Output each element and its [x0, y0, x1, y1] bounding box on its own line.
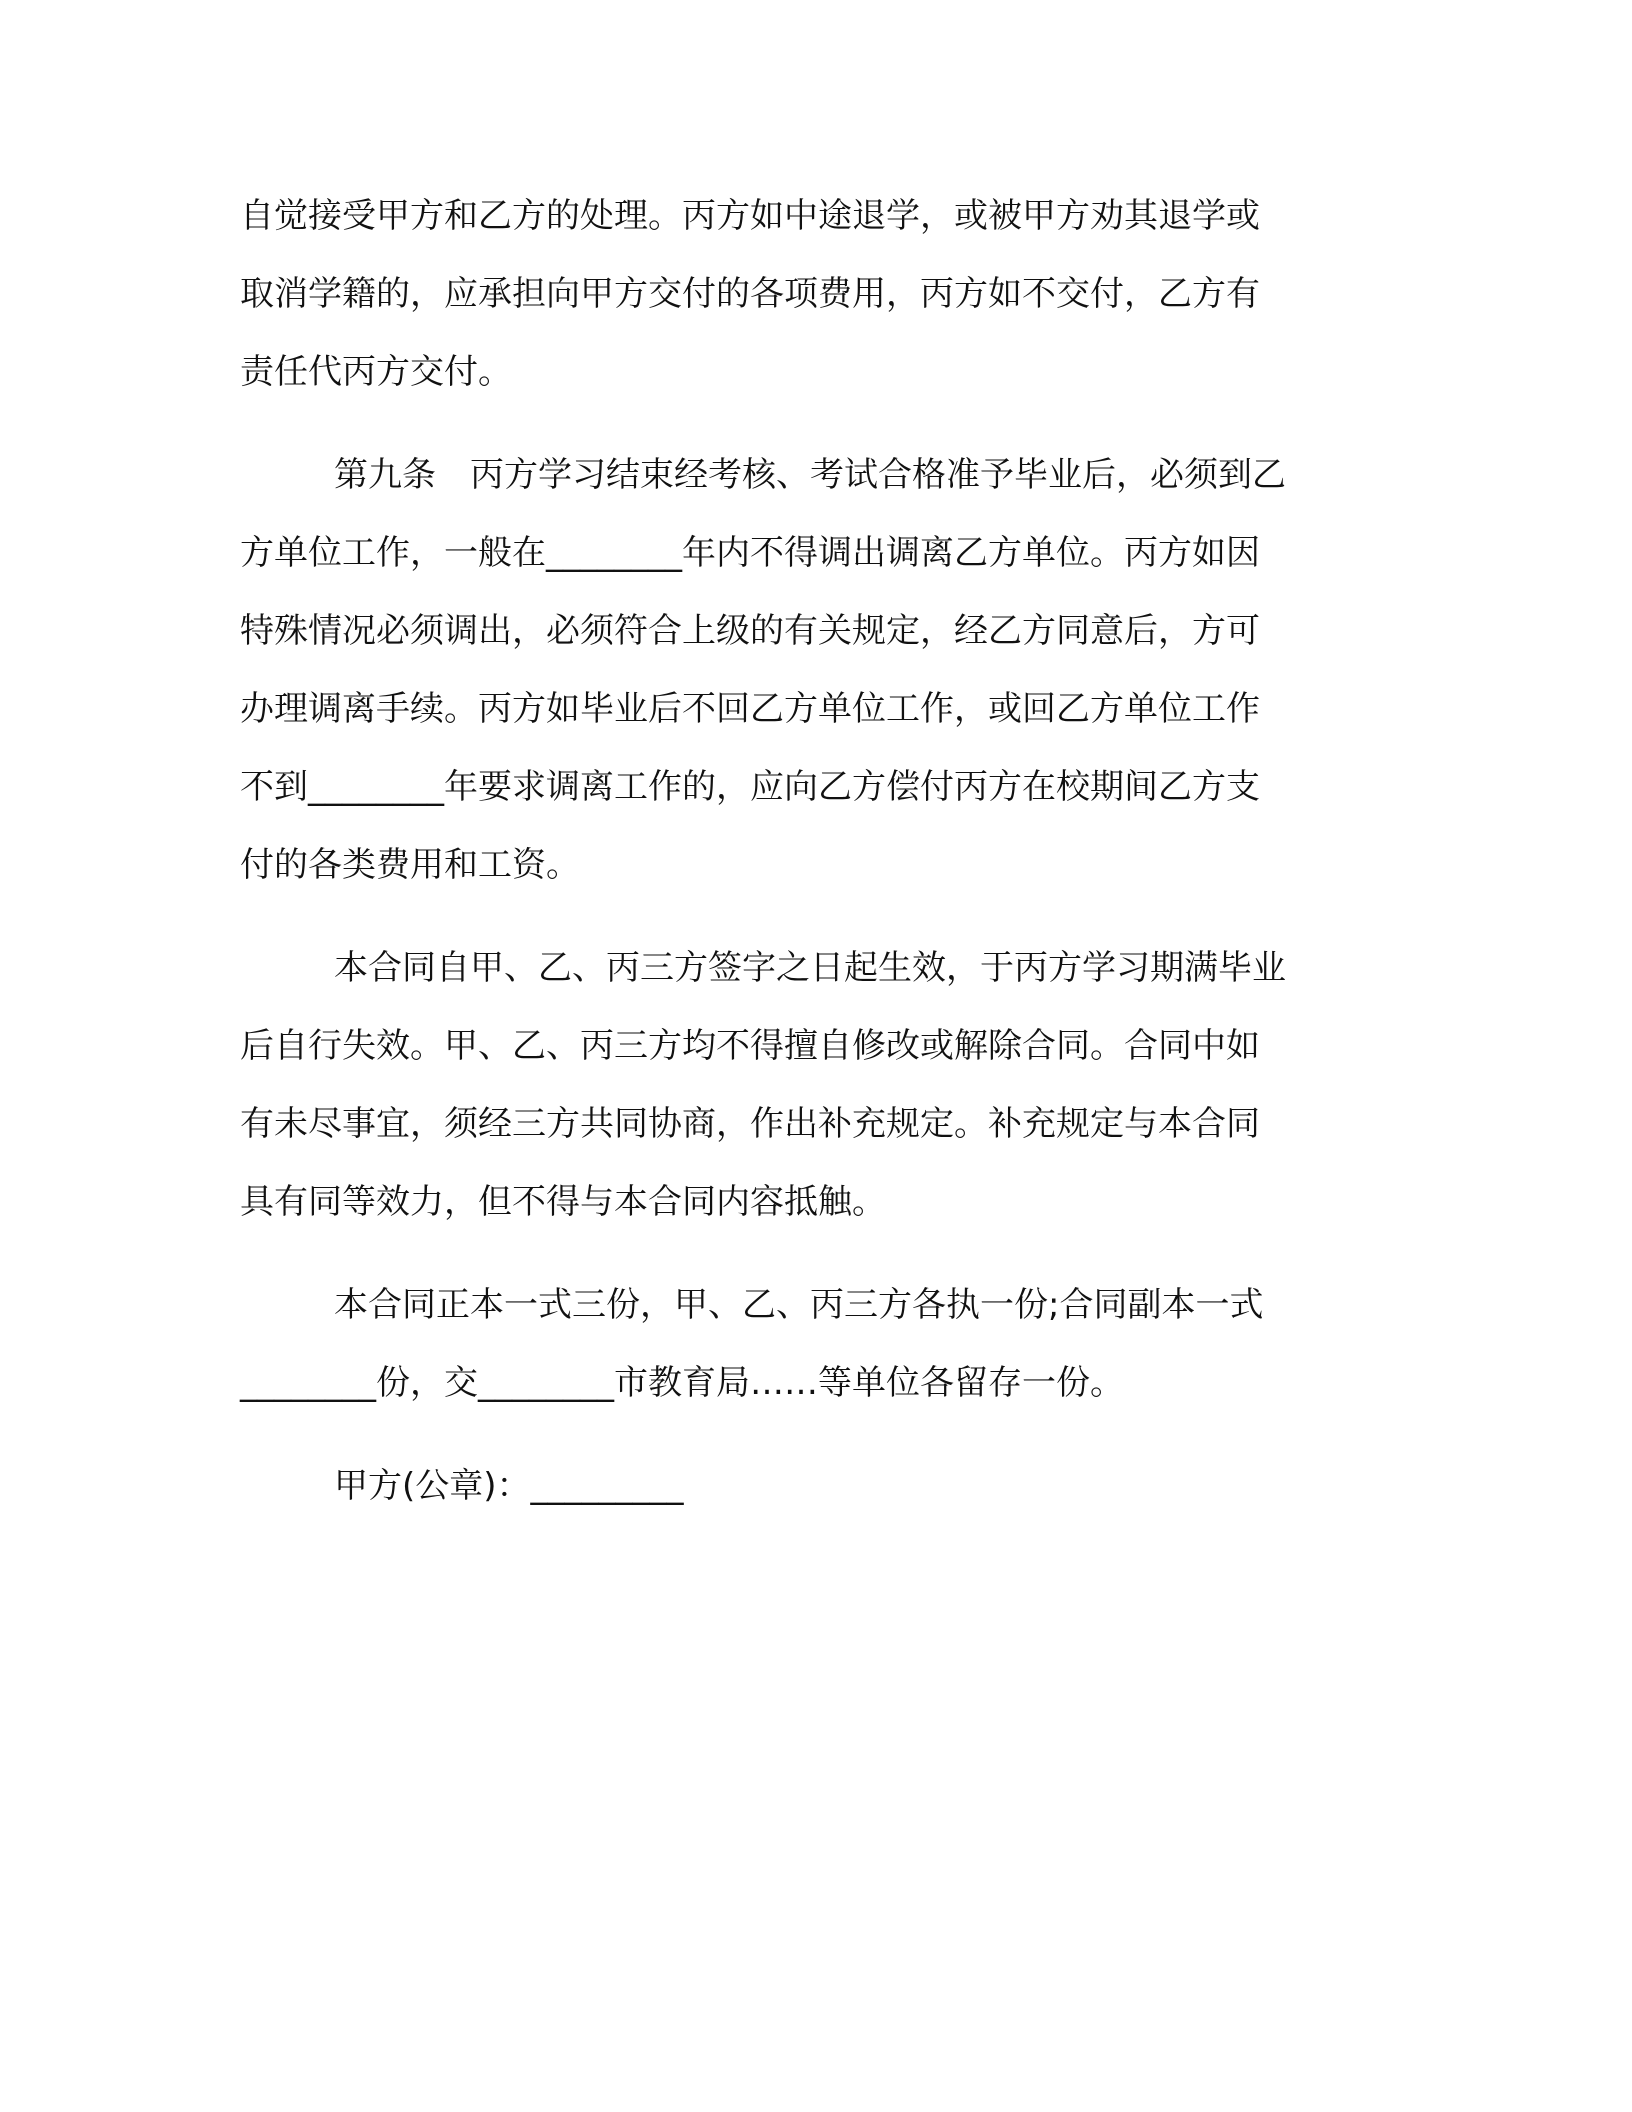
article-nine-line: 特殊情况必须调出，必须符合上级的有关规定，经乙方同意后，方可 [240, 611, 1260, 651]
copies-clause-line: 本合同正本一式三份，甲、乙、丙三方各执一份;合同副本一式 [334, 1285, 1264, 1325]
effect-clause-line: 后自行失效。甲、乙、丙三方均不得擅自修改或解除合同。合同中如 [240, 1026, 1260, 1066]
effect-clause-line: 本合同自甲、乙、丙三方签字之日起生效，于丙方学习期满毕业 [334, 948, 1286, 988]
effect-clause-line: 具有同等效力，但不得与本合同内容抵触。 [240, 1182, 886, 1222]
paragraph-line: 取消学籍的，应承担向甲方交付的各项费用，丙方如不交付，乙方有 [240, 274, 1260, 314]
paragraph-line: 自觉接受甲方和乙方的处理。丙方如中途退学，或被甲方劝其退学或 [240, 196, 1260, 236]
paragraph-line: 责任代丙方交付。 [240, 352, 512, 392]
article-nine-line: 第九条 丙方学习结束经考核、考试合格准予毕业后，必须到乙 [334, 455, 1286, 495]
article-nine-line: 方单位工作，一般在________年内不得调出调离乙方单位。丙方如因 [240, 533, 1260, 573]
article-nine-line: 不到________年要求调离工作的，应向乙方偿付丙方在校期间乙方支 [240, 767, 1260, 807]
effect-clause-line: 有未尽事宜，须经三方共同协商，作出补充规定。补充规定与本合同 [240, 1104, 1260, 1144]
party-a-seal-line: 甲方(公章)：_________ [334, 1466, 684, 1506]
article-nine-line: 付的各类费用和工资。 [240, 845, 580, 885]
article-nine-line: 办理调离手续。丙方如毕业后不回乙方单位工作，或回乙方单位工作 [240, 689, 1260, 729]
copies-clause-line: ________份，交________市教育局……等单位各留存一份。 [240, 1363, 1124, 1403]
